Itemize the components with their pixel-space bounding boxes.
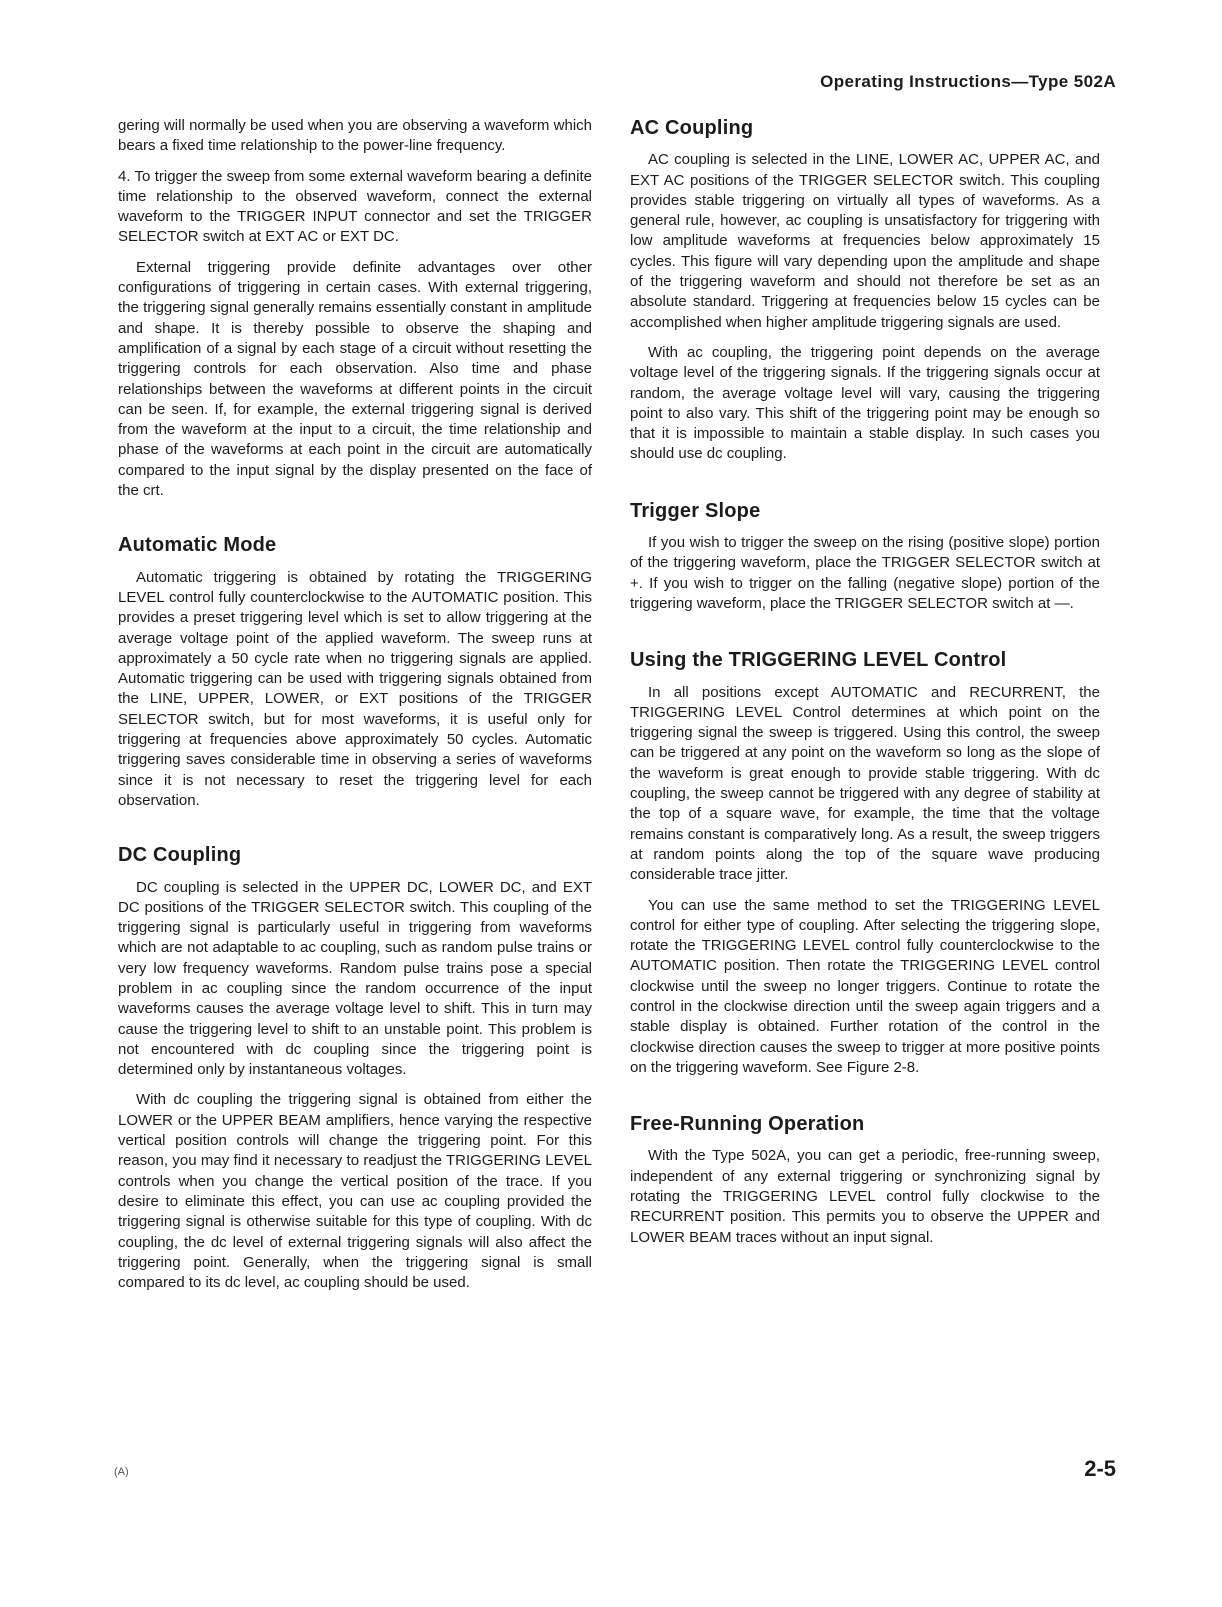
left-column — [118, 116, 592, 1303]
heading-trigger-slope: Trigger Slope — [630, 499, 761, 522]
paragraph-dc-coupling-1: DC coupling is selected in the UPPER DC, LOWER DC, and EXT DC positions of the TRIGGER SELECTOR switch. This coupling of the triggering signal is particularly useful in triggering from waveforms which are not adaptable to ac coupling, such as random pulse trains or very low frequency waveforms. Random pulse trains pose a special problem in ac coupling since the random occurrence of the input waveforms causes the average voltage level to shift. This in turn may cause the triggering level to shift to an unstable point. This problem is not encountered with dc coupling since the triggering point is determined only by instantaneous voltages. — [118, 878, 592, 1079]
paragraph-dc-coupling-2: With dc coupling the triggering signal is obtained from either the LOWER or the UPPER BEAM amplifiers, hence varying the respective vertical position controls will change the triggering point. For this reason, you may find it necessary to readjust the TRIGGERING LEVEL controls when you change the vertical position of the trace. If you desire to eliminate this effect, you can use ac coupling provided the triggering signal is otherwise suitable for this type of coupling. With dc coupling, the dc level of external triggering signals will also affect the triggering point. Generally, when the triggering signal is small compared to its dc level, ac coupling should be used. — [118, 1091, 592, 1292]
heading-ac-coupling: AC Coupling — [630, 117, 754, 139]
running-header: Operating Instructions—Type 502A — [820, 72, 1116, 91]
paragraph-ac-coupling-1: AC coupling is selected in the LINE, LOWER AC, UPPER AC, and EXT AC positions of the TRIGGER SELECTOR switch. This coupling provides stable triggering on virtually all types of waveforms. As a general rule, however, ac coupling is unsatisfactory for triggering with low amplitude waveforms at frequencies below approximately 15 cycles. This figure will vary depending upon the amplitude and shape of the triggering waveform and should not therefore be set as an absolute standard. Triggering at frequencies below 15 cycles can be accomplished when higher amplitude triggering signals are used. — [630, 151, 1100, 331]
paragraph-automatic-mode: Automatic triggering is obtained by rotating the TRIGGERING LEVEL control fully counterclockwise to the AUTOMATIC position. This provides a preset triggering level which is set to allow triggering at the average voltage point of the applied waveform. The sweep runs at approximately a 50 cycle rate when no triggering signals are applied. Automatic triggering can be used with triggering signals obtained from the LINE, UPPER, LOWER, or EXT positions of the TRIGGER SELECTOR switch, but for most waveforms, it is useful only for triggering at frequencies above approximately 50 cycles. Automatic triggering saves considerable time in observing a series of waveforms since it is not necessary to reset the triggering level for each observation. — [118, 568, 592, 809]
heading-free-running-operation: Free-Running Operation — [630, 1113, 865, 1136]
heading-triggering-level-control: Using the TRIGGERING LEVEL Control — [630, 649, 1007, 672]
paragraph-free-running: With the Type 502A, you can get a periodic, free-running sweep, independent of any external triggering or synchronizing signal by rotating the TRIGGERING LEVEL control fully clockwise to the RECURRENT position. This permits you to observe the UPPER and LOWER BEAM traces without an input signal. — [630, 1147, 1100, 1246]
page-number: 2-5 — [1084, 1456, 1116, 1481]
heading-automatic-mode: Automatic Mode — [118, 534, 277, 557]
heading-dc-coupling: DC Coupling — [118, 844, 242, 867]
paragraph-step-4: 4. To trigger the sweep from some external waveform bearing a definite time relationship to the observed waveform, connect the external waveform to the TRIGGER INPUT connector and set the TRIGGER SELECTOR switch at EXT AC or EXT DC. — [118, 167, 592, 246]
paragraph-trigger-slope: If you wish to trigger the sweep on the rising (positive slope) portion of the triggering waveform, place the TRIGGER SELECTOR switch at +. If you wish to trigger on the falling (negative slope) portion of the triggering waveform, place the TRIGGER SELECTOR switch at —. — [630, 534, 1100, 612]
paragraph-external-triggering: External triggering provide definite advantages over other configurations of triggering in certain cases. With external triggering, the triggering signal generally remains essentially constant in amplitude and shape. It is thereby possible to observe the shaping and amplification of a signal by each stage of a circuit without resetting the triggering controls for each observation. Also time and phase relationships between the waveforms at different points in the circuit can be seen. If, for example, the external triggering signal is derived from the waveform at the input to a circuit, the time relationship and phase of the waveforms at each point in the circuit are automatically compared to the input signal by the display presented on the face of the crt. — [118, 258, 592, 500]
revision-mark: (A) — [114, 1466, 129, 1478]
paragraph-triggering-level-2: You can use the same method to set the TRIGGERING LEVEL control for either type of coupling. After selecting the triggering slope, rotate the TRIGGERING LEVEL control fully counterclockwise to the AUTOMATIC position. Then rotate the TRIGGERING LEVEL control clockwise until the sweep no longer triggers. Continue to rotate the control in the clockwise direction until the sweep again triggers and a stable display is obtained. Further rotation of the control in the clockwise direction causes the sweep to trigger at more positive points on the triggering waveform. See Figure 2-8. — [630, 896, 1100, 1076]
right-column — [630, 118, 1100, 1258]
paragraph-continuation: gering will normally be used when you are observing a waveform which bears a fixed time relationship to the power-line frequency. — [118, 117, 592, 155]
paragraph-triggering-level-1: In all positions except AUTOMATIC and RECURRENT, the TRIGGERING LEVEL Control determines at which point on the triggering signal the sweep is triggered. Using this control, the sweep can be triggered at any point on the waveform so long as the slope of the waveform is great enough to provide stable triggering. With dc coupling, the sweep cannot be triggered with any degree of stability at the top of a square wave, for example, the time that the voltage remains constant is comparatively long. As a result, the sweep triggers at random points along the top of the square wave producing considerable trace jitter. — [630, 683, 1100, 884]
paragraph-ac-coupling-2: With ac coupling, the triggering point depends on the average voltage level of the triggering signals. If the triggering signals occur at random, the average voltage level will vary, causing the triggering point to also vary. This shift of the triggering point may be enough so that it is impossible to maintain a stable display. In such cases you should use dc coupling. — [630, 343, 1100, 463]
